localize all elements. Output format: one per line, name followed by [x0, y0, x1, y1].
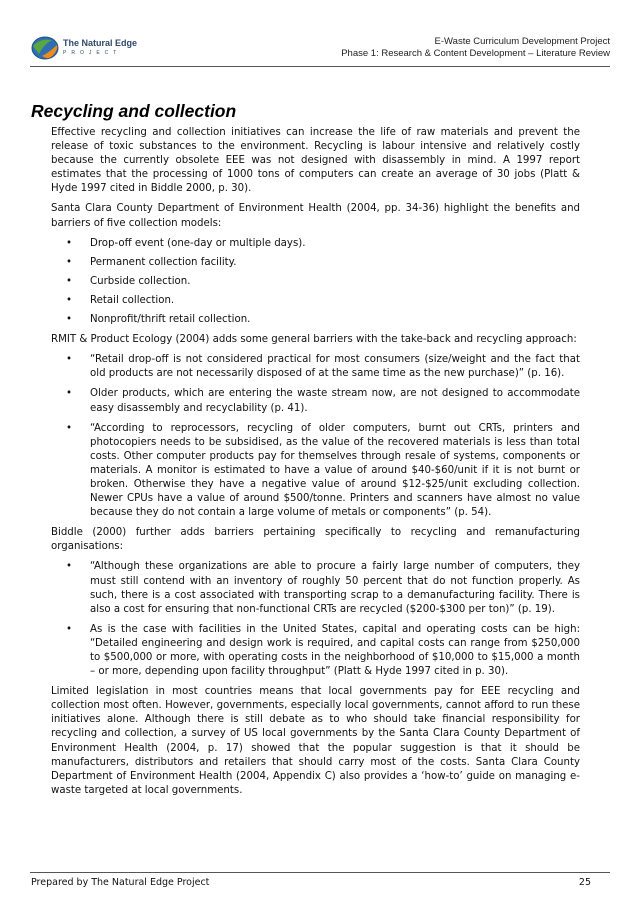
header-divider [30, 66, 610, 67]
logo-subtitle: PROJECT [63, 50, 122, 56]
list-item: • Drop-off event (one-day or multiple days). [51, 237, 580, 251]
logo-name: The Natural Edge [63, 38, 138, 48]
bullet-icon: • [66, 354, 73, 366]
bullet-icon: • [66, 314, 73, 326]
globe-logo-icon [30, 34, 60, 62]
page-number: 25 [578, 877, 591, 888]
list-item: • Curbside collection. [51, 275, 580, 289]
section-heading: Recycling and collection [31, 101, 237, 121]
collection-models-list [51, 237, 580, 327]
bullet-icon: • [66, 294, 73, 306]
list-item: • Retail collection. [51, 294, 580, 308]
bullet-icon: • [66, 275, 73, 287]
header-titles [341, 36, 610, 60]
list-item: • Older products, which are entering the waste stream now, are not designed to accommodate easy disassembly and recyclability (p. 41). [66, 388, 580, 414]
bullet-icon: • [66, 623, 73, 635]
list-item: • “According to reprocessors, recycling of older computers, burnt out CRTs, printers and photocopiers needs to be subsidised, as the value of the recovered materials is less than total costs. Other computer products pay for themselves through resale of systems, components or materials. A monitor is estimated to have a value of around $40-$60/unit if it is not burnt or broken. Otherwise they have a negative value of around $12-$25/unit excluding collection. Newer CPUs have a value of around $500/tonne. Printers and scanners have almost no value because they do not contain a large volume of metals or components” (p. 54). [66, 422, 580, 519]
rmit-barriers-list [51, 353, 580, 520]
paragraph-biddle: Biddle (2000) further adds barriers pertaining specifically to recycling and remanufacturing organisations: [51, 527, 580, 553]
phase-title: Phase 1: Research & Content Development – Literature Review [341, 48, 610, 59]
footer-credit: Prepared by The Natural Edge Project [31, 877, 210, 888]
body-text [51, 126, 580, 804]
paragraph-rmit: RMIT & Product Ecology (2004) adds some general barriers with the take-back and recycling approach: [51, 334, 577, 346]
project-title: E-Waste Curriculum Development Project [434, 36, 610, 47]
bullet-icon: • [66, 237, 73, 249]
list-item: • Permanent collection facility. [51, 256, 580, 270]
biddle-barriers-list [51, 560, 580, 679]
bullet-icon: • [66, 422, 73, 434]
list-item: • “Retail drop-off is not considered practical for most consumers (size/weight and the fact that old products are not necessarily disposed of at the same time as the new purchase)” (p. 16). [66, 354, 580, 380]
footer-divider [30, 872, 610, 873]
list-item: • As is the case with facilities in the United States, capital and operating costs can be high: “Detailed engineering and design work is required, and capital costs can range from $250,000 to $500,000 or more, with operating costs in the neighborhood of $10,000 to $15,000 a month – or more, depending upon facility throughput” (Platt & Hyde 1997 cited in p. 30). [66, 623, 580, 678]
bullet-icon: • [66, 388, 73, 400]
page-header [30, 34, 610, 64]
bullet-icon: • [66, 561, 73, 573]
list-item: • Nonprofit/thrift retail collection. [51, 313, 580, 327]
paragraph-legislation: Limited legislation in most countries means that local governments pay for EEE recycling and collection most often. However, governments, especially local governments, cannot afford to run these initiatives alone. Although there is still debate as to who should take financial responsibility for recycling and collection, a survey of US local governments by the Santa Clara County Department of Environment Health (2004, p. 17) showed that the popular suggestion is that it should be manufacturers, distributors and retailers that should carry most of the costs. Santa Clara County Department of Environment Health (2004, Appendix C) also provides a ‘how-to’ guide on managing e-waste targeted at local governments. [51, 686, 580, 796]
natural-edge-logo [30, 34, 160, 62]
paragraph-collection-models: Santa Clara County Department of Environment Health (2004, pp. 34-36) highlight the benefits and barriers of five collection models: [51, 203, 580, 229]
list-item: • “Although these organizations are able to procure a fairly large number of computers, they must still contend with an inventory of roughly 50 percent that do not function properly. As such, there is a cost associated with transporting scrap to a demanufacturing facility. There is also a cost for ensuring that non-functional CRTs are recycled ($200-$300 per ton)” (p. 19). [66, 561, 580, 615]
bullet-icon: • [66, 256, 73, 268]
paragraph-intro: Effective recycling and collection initiatives can increase the life of raw materials and prevent the release of toxic substances to the environment. Recycling is labour intensive and relatively costly because the currently obsolete EEE was not designed with disassembly in mind. A 1997 report estimates that the processing of 1000 tons of computers can create an average of 30 jobs (Platt & Hyde 1997 cited in Biddle 2000, p. 30). [51, 127, 580, 195]
